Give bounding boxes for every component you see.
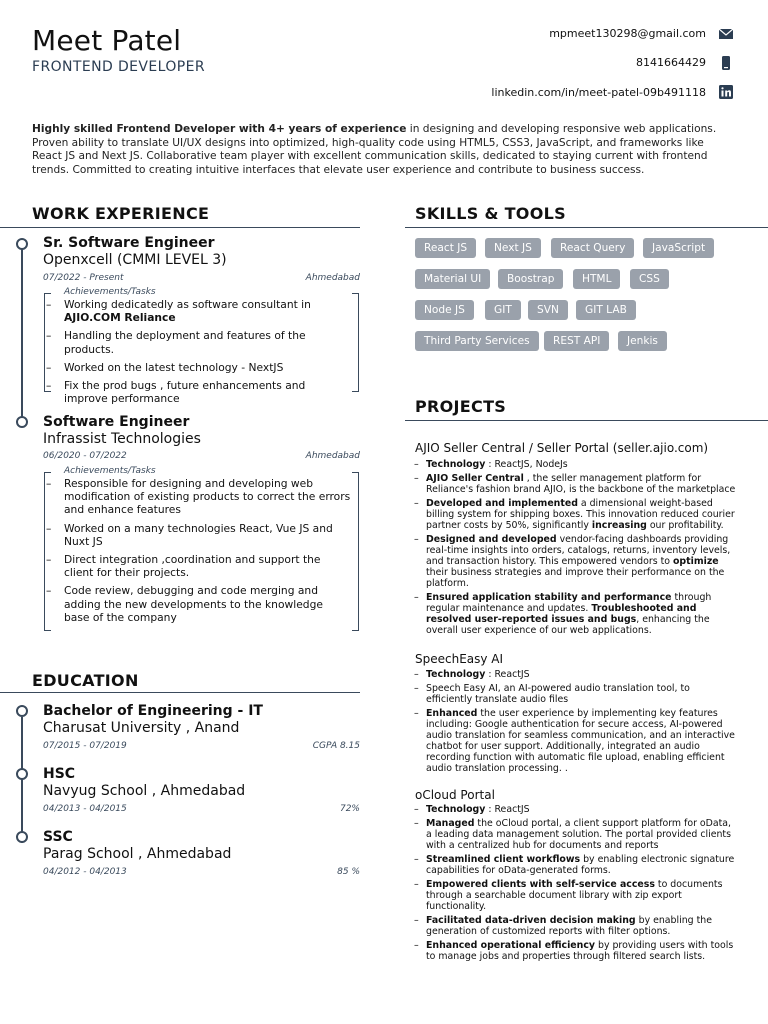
timeline-dot — [16, 416, 28, 428]
detail-text: the user experience by implementing key features including: Google authentication for secure access, AI-powered audio translation for seamless communication, and an interactive chatbot for user support. Additionally, integrated an audio recording function with automatic file upload, enabling efficient audio translation processing. . — [426, 708, 735, 774]
list-item — [46, 298, 351, 324]
school-name: Parag School , Ahmedabad — [43, 846, 232, 862]
detail-highlight: increasing — [591, 520, 647, 531]
linkedin-icon — [718, 84, 734, 100]
phone-icon — [718, 55, 734, 71]
detail-highlight: Technology — [426, 459, 486, 470]
list-item: – Direct integration ,coordination and support the client for their projects. — [46, 553, 351, 579]
job-dates: 06/2020 - 07/2022 — [43, 451, 127, 461]
projects-divider — [405, 420, 768, 421]
work-experience-title: WORK EXPERIENCE — [32, 204, 210, 223]
skill-tag: GIT LAB — [576, 300, 636, 320]
summary-paragraph — [32, 123, 732, 177]
list-item: – Responsible for designing and developing web modification of existing products to correct the errors and enhance features — [46, 477, 351, 517]
bracket-right — [352, 293, 359, 392]
list-item — [414, 592, 736, 636]
detail-text: our profitability. — [646, 520, 724, 531]
degree-title: Bachelor of Engineering - IT — [43, 703, 263, 719]
job-location: Ahmedabad — [305, 451, 360, 461]
skill-tag: GIT — [485, 300, 521, 320]
school-name: Navyug School , Ahmedabad — [43, 783, 246, 799]
list-item — [414, 854, 736, 876]
skill-tag: SVN — [528, 300, 568, 320]
detail-text: , the seller management platform for Reliance's fashion brand AJIO, is the backbone of the marketplace — [426, 473, 736, 495]
work-experience-divider — [0, 227, 360, 228]
detail-text: : ReactJS — [485, 669, 530, 680]
resume-name: Meet Patel — [32, 24, 182, 57]
timeline-dot — [16, 238, 28, 250]
list-item: – Code review, debugging and code merging and adding the new developments to the knowledge base of the company — [46, 584, 351, 624]
list-item — [414, 818, 736, 851]
skills-divider — [405, 227, 768, 228]
list-item — [414, 669, 736, 680]
school-name: Charusat University , Anand — [43, 720, 240, 736]
skill-tag: JavaScript — [643, 238, 714, 258]
education-dates: 04/2012 - 04/2013 — [43, 867, 127, 877]
detail-highlight: Troubleshooted and resolved user-reported issues and bugs — [426, 603, 697, 625]
list-item — [414, 879, 736, 912]
detail-text: , enhancing the overall user experience of our web applications. — [426, 614, 710, 636]
detail-text: vendor-facing dashboards providing real-time insights into orders, catalogs, returns, inventory levels, and transaction history. This empowered vendors to — [426, 534, 731, 567]
timeline-dot — [16, 831, 28, 843]
education-score: 72% — [339, 804, 360, 814]
detail-text: their business strategies and improve their performance on the platform. — [426, 567, 725, 589]
job-dates: 07/2022 - Present — [43, 273, 124, 283]
linkedin-text[interactable]: linkedin.com/in/meet-patel-09b491118 — [491, 86, 706, 99]
timeline-dot — [16, 705, 28, 717]
skills-title: SKILLS & TOOLS — [415, 204, 566, 223]
list-item — [414, 473, 736, 495]
job-task-list — [46, 298, 351, 410]
education-timeline-line — [21, 717, 23, 843]
project-details-list — [414, 669, 736, 777]
task-text: Working dedicatedly as software consultant in — [64, 298, 311, 311]
detail-highlight: Developed and implemented — [426, 498, 578, 509]
detail-highlight: optimize — [672, 556, 719, 567]
degree-title: SSC — [43, 829, 73, 845]
detail-highlight: Enhanced operational efficiency — [426, 940, 596, 951]
detail-highlight: Designed and developed — [426, 534, 557, 545]
job-title: Sr. Software Engineer — [43, 235, 215, 251]
detail-highlight: Enhanced — [426, 708, 478, 719]
detail-text: by enabling the generation of customized reports with filter options. — [426, 915, 712, 937]
detail-highlight: AJIO Seller Central — [426, 473, 524, 484]
detail-text: the oCloud portal, a client support platform for oData, a leading data management solution. The portal provided clients with a centralized hub for documents and reports — [426, 818, 732, 851]
detail-text: Speech Easy AI, an AI-powered audio translation tool, to efficiently translate audio files — [426, 683, 690, 705]
detail-highlight: Technology — [426, 804, 486, 815]
detail-highlight: Facilitated data-driven decision making — [426, 915, 636, 926]
achievements-label: Achievements/Tasks — [64, 287, 156, 297]
skill-tag: CSS — [630, 269, 669, 289]
list-item — [414, 534, 736, 589]
summary-highlight: Highly skilled Frontend Developer with 4+ years of experience — [32, 123, 407, 135]
skill-tag: Material UI — [415, 269, 490, 289]
bracket-right — [352, 472, 359, 631]
job-location: Ahmedabad — [305, 273, 360, 283]
job-task-list — [46, 477, 351, 629]
phone-text[interactable]: 8141664429 — [636, 56, 706, 69]
list-item: – Fix the prod bugs , future enhancements and improve performance — [46, 379, 351, 405]
list-item — [414, 683, 736, 705]
detail-highlight: Managed — [426, 818, 475, 829]
education-score: 85 % — [337, 867, 360, 877]
skill-tag: Next JS — [485, 238, 541, 258]
education-divider — [0, 692, 360, 693]
detail-text: : ReactJS, NodeJs — [485, 459, 568, 470]
detail-text: by enabling electronic signature capabilities for oData-generated forms. — [426, 854, 735, 876]
list-item: – Worked on a many technologies React, Vue JS and Nuxt JS — [46, 522, 351, 548]
timeline-dot — [16, 768, 28, 780]
envelope-icon — [718, 26, 734, 42]
education-dates: 07/2015 - 07/2019 — [43, 741, 127, 751]
job-title: Software Engineer — [43, 414, 190, 430]
project-details-list — [414, 804, 736, 965]
skill-tag: Third Party Services — [415, 331, 539, 351]
resume-role: FRONTEND DEVELOPER — [32, 59, 205, 75]
summary-text: in designing and developing responsive web applications. Proven ability to translate UI/UX designs into optimized, high-quality code using HTML5, CSS3, JavaScript, and frameworks like React JS and Next JS. Collaborative team player with excellent communication skills, dedicated to staying current with frontend trends. Committed to creating intuitive interfaces that elevate user experience and contribute to business success. — [32, 123, 717, 176]
detail-text: : ReactJS — [485, 804, 530, 815]
list-item — [414, 459, 736, 470]
email-text[interactable]: mpmeet130298@gmail.com — [549, 27, 706, 40]
skill-tag: React Query — [551, 238, 634, 258]
list-item — [414, 940, 736, 962]
project-title: SpeechEasy AI — [415, 652, 504, 666]
job-company: Infrassist Technologies — [43, 431, 201, 447]
education-title: EDUCATION — [32, 671, 139, 690]
list-item — [414, 708, 736, 774]
task-highlight: AJIO.COM Reliance — [64, 311, 176, 325]
projects-title: PROJECTS — [415, 397, 507, 416]
detail-highlight: Technology — [426, 669, 486, 680]
project-title: oCloud Portal — [415, 788, 495, 802]
list-item — [414, 498, 736, 531]
skill-tag: HTML — [573, 269, 620, 289]
list-item — [414, 915, 736, 937]
list-item: – Handling the deployment and features of the products. — [46, 329, 351, 355]
education-dates: 04/2013 - 04/2015 — [43, 804, 127, 814]
skill-tag: REST API — [544, 331, 609, 351]
achievements-label: Achievements/Tasks — [64, 466, 156, 476]
skill-tag: Node JS — [415, 300, 474, 320]
job-company: Openxcell (CMMI LEVEL 3) — [43, 252, 227, 268]
skill-tag: Jenkis — [618, 331, 667, 351]
detail-highlight: Empowered clients with self-service access — [426, 879, 655, 890]
detail-text: to documents through a searchable document library with zip export functionality. — [426, 879, 723, 912]
detail-highlight: Ensured application stability and performance — [426, 592, 672, 603]
skill-tag: React JS — [415, 238, 476, 258]
work-timeline-line — [21, 247, 23, 422]
detail-text: by providing users with tools to manage jobs and properties through filtered search lists. — [426, 940, 734, 962]
detail-highlight: Streamlined client workflows — [426, 854, 581, 865]
education-score: CGPA 8.15 — [312, 741, 360, 751]
project-details-list — [414, 459, 736, 639]
detail-text: a dimensional weight-based billing system for shipping boxes. This innovation reduced courier partner costs by 50%, significantly — [426, 498, 735, 531]
detail-text: through regular maintenance and updates. — [426, 592, 712, 614]
list-item — [414, 804, 736, 815]
degree-title: HSC — [43, 766, 76, 782]
skill-tag: Boostrap — [498, 269, 563, 289]
list-item: – Worked on the latest technology - NextJS — [46, 361, 351, 374]
project-title: AJIO Seller Central / Seller Portal (seller.ajio.com) — [415, 441, 709, 455]
